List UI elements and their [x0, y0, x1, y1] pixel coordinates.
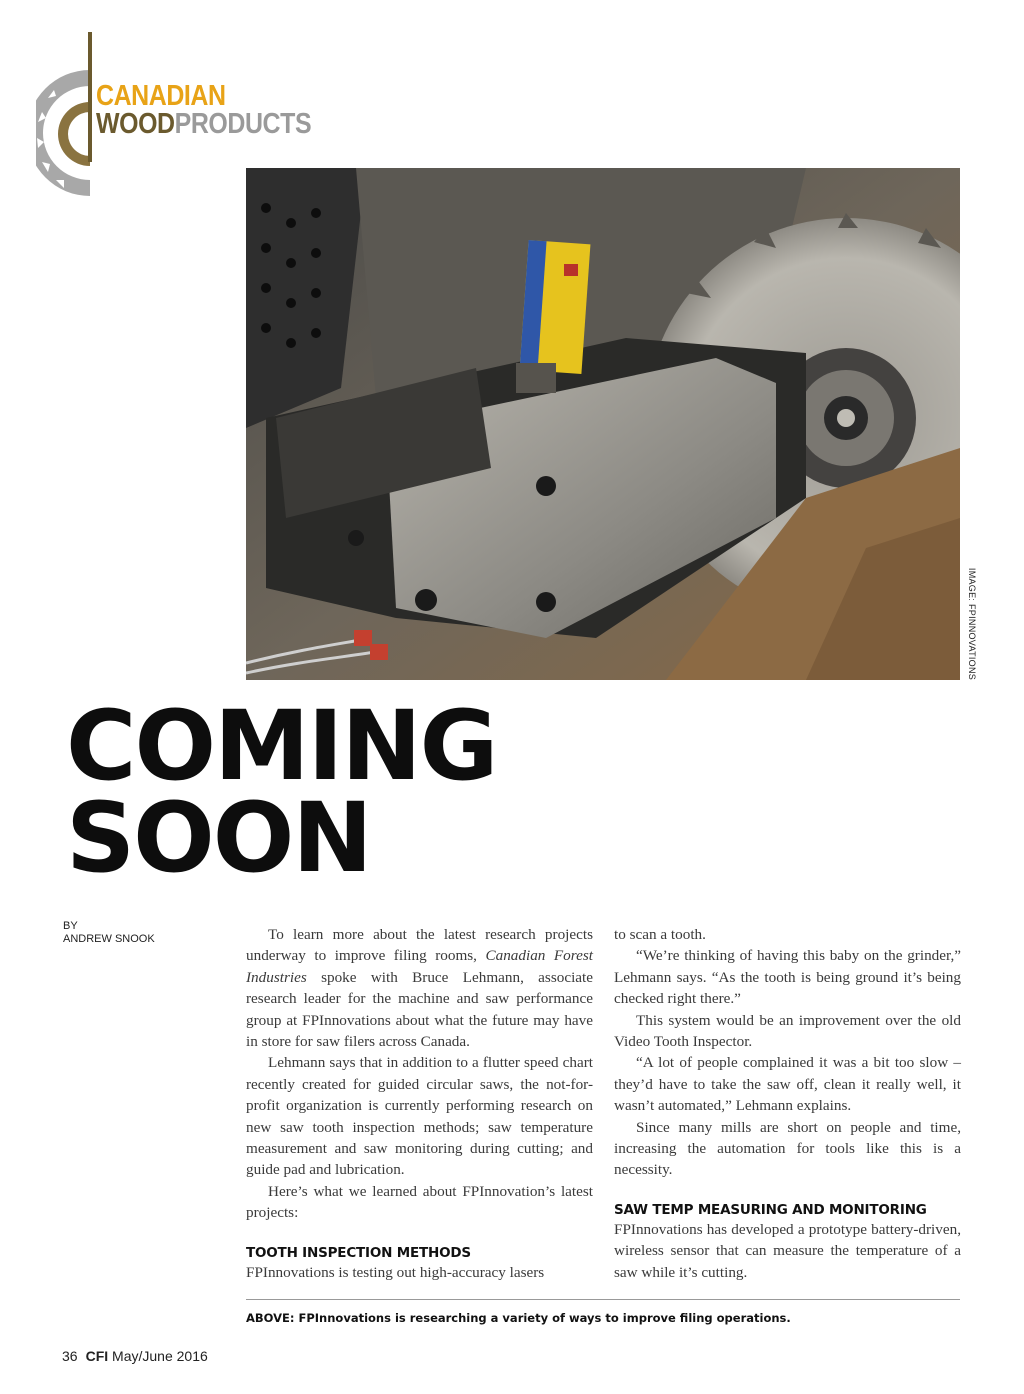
photo-credit-text: IMAGE: FPINNOVATIONS: [967, 567, 977, 681]
saw-inspection-photo: [246, 168, 960, 680]
logo-woodproducts-text: [96, 110, 311, 139]
paragraph: Since many mills are short on people and time, increasing the automation for tools like this is a necessity.: [614, 1118, 961, 1179]
article-column-2: [614, 924, 961, 1283]
title-line-2: SOON: [66, 782, 371, 894]
paragraph: to scan a tooth.: [614, 926, 706, 943]
paragraph: This system would be an improvement over the old Video Tooth Inspector.: [614, 1011, 961, 1051]
publication-name: Canadian Forest Industries: [246, 947, 593, 986]
saw-blade-logo-icon: [36, 68, 90, 198]
sawmill-photo-icon: [246, 168, 960, 680]
photo-caption: ABOVE: FPInnovations is researching a variety of ways to improve filing operations.: [246, 1311, 791, 1325]
byline: [63, 920, 155, 946]
photo-credit: [962, 568, 982, 680]
logo-canadian-text: CANADIAN: [96, 80, 226, 112]
paragraph: “We’re thinking of having this baby on the grinder,” Lehmann says. “As the tooth is being ground it’s being checked right there.”: [614, 947, 961, 1008]
canadian-wood-products-logo: [36, 30, 336, 165]
article-title: [66, 690, 497, 894]
paragraph-text: To learn more about the latest research projects underway to improve filing rooms,: [246, 926, 593, 965]
byline-by: BY: [63, 920, 78, 932]
issue-date: May/June 2016: [112, 1348, 208, 1364]
magazine-name: CFI: [85, 1348, 109, 1364]
title-line-1: COMING: [66, 690, 497, 802]
logo-divider-bar: [88, 32, 92, 162]
section-heading: SAW TEMP MEASURING AND MONITORING: [614, 1201, 927, 1218]
logo-products-text: PRODUCTS: [174, 108, 312, 140]
page-number: 36: [62, 1348, 78, 1364]
caption-divider: [246, 1299, 960, 1300]
page-footer: [62, 1348, 208, 1364]
paragraph: [246, 924, 593, 1052]
paragraph-text: spoke with Bruce Lehmann, associate research leader for the machine and saw performance group at FPInnovations about what the future may have in store for saw filers across Canada.: [246, 968, 593, 1051]
logo-wood-text: WOOD: [96, 108, 175, 140]
paragraph: “A lot of people complained it was a bit too slow – they’d have to take the saw off, clean it really well, it wasn’t automated,” Lehmann explains.: [614, 1054, 961, 1115]
article-column-1: [246, 924, 593, 1283]
paragraph: Here’s what we learned about FPInnovation’s latest projects:: [246, 1182, 593, 1222]
section-heading: TOOTH INSPECTION METHODS: [246, 1244, 471, 1261]
paragraph: Lehmann says that in addition to a flutter speed chart recently created for guided circular saws, the not-for-profit organization is currently performing research on new saw tooth inspection methods; saw temperature measurement and saw monitoring during cutting; and guide pad and lubrication.: [246, 1054, 593, 1179]
paragraph: FPInnovations has developed a prototype battery-driven, wireless sensor that can measure the temperature of a saw while it’s cutting.: [614, 1220, 961, 1281]
byline-author: ANDREW SNOOK: [63, 933, 155, 945]
paragraph: FPInnovations is testing out high-accuracy lasers: [246, 1263, 545, 1281]
